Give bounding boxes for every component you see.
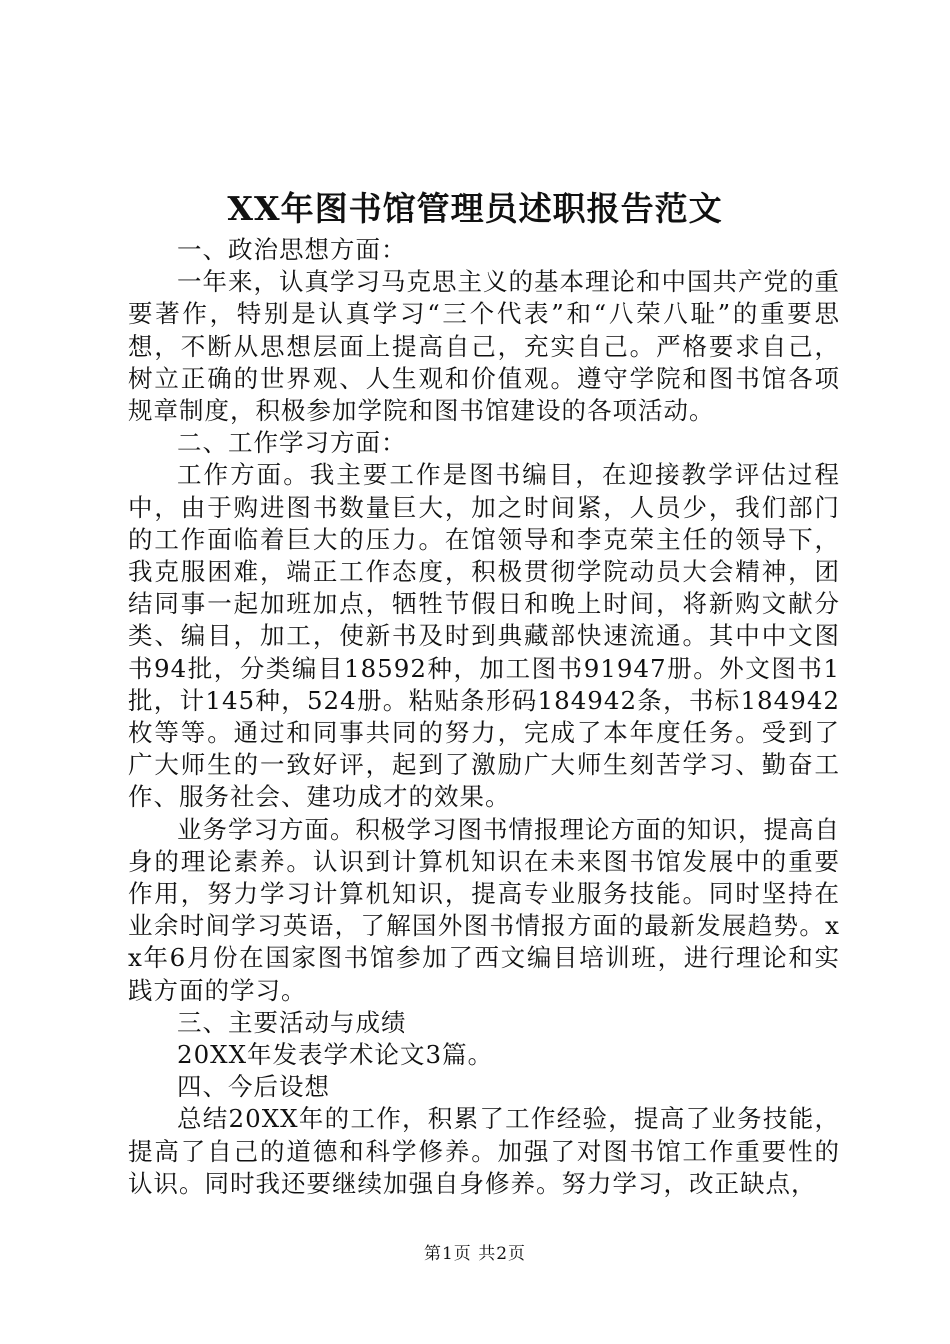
- section-heading-politics: 一、政治思想方面：: [177, 235, 407, 264]
- paragraph-work: 工作方面。我主要工作是图书编目，在迎接教学评估过程中，由于购进图书数量巨大，加之时间紧，人员少，我们部门的工作面临着巨大的压力。在馆领导和李克荣主任的领导下，我克服困难，端正工作态度，积极贯彻学院动员大会精神，团结同事一起加班加点，牺牲节假日和晚上时间，将新购文献分类、编目，加工，使新书及时到典藏部快速流通。其中中文图书94批，分类编目18592种，加工图书91947册。外文图书1批，计145种，524册。粘贴条形码184942条，书标184942枚等等。通过和同事共同的努力，完成了本年度任务。受到了广大师生的一致好评，起到了激励广大师生刻苦学习、勤奋工作、服务社会、建功成才的效果。: [128, 460, 840, 812]
- section-heading-work-study: 二、工作学习方面：: [177, 428, 407, 458]
- paragraph-activities: 20XX年发表学术论文3篇。: [177, 1040, 494, 1070]
- paragraph-plans: 总结20XX年的工作，积累了工作经验，提高了业务技能，提高了自己的道德和科学修养。加强了对图书馆工作重要性的认识。同时我还要继续加强自身修养。努力学习，改正缺点，: [128, 1104, 840, 1198]
- page-number: 第1页 共2页: [423, 1244, 527, 1264]
- section-heading-activities: 三、主要活动与成绩: [177, 1007, 407, 1037]
- section-heading-plans: 四、今后设想: [177, 1072, 330, 1102]
- document-body: [128, 234, 840, 1200]
- paragraph-study: 业务学习方面。积极学习图书情报理论方面的知识，提高自身的理论素养。认识到计算机知识在未来图书馆发展中的重要作用，努力学习计算机知识，提高专业服务技能。同时坚持在业余时间学习英语，了解国外图书情报方面的最新发展趋势。xx年6月份在国家图书馆参加了西文编目培训班，进行理论和实践方面的学习。: [128, 814, 840, 1005]
- paragraph-politics: 一年来，认真学习马克思主义的基本理论和中国共产党的重要著作，特别是认真学习“三个代表”和“八荣八耻”的重要思想，不断从思想层面上提高自己，充实自己。严格要求自己，树立正确的世界观、人生观和价值观。遵守学院和图书馆各项规章制度，积极参加学院和图书馆建设的各项活动。: [128, 267, 840, 426]
- document-title: XX年图书馆管理员述职报告范文: [227, 189, 723, 228]
